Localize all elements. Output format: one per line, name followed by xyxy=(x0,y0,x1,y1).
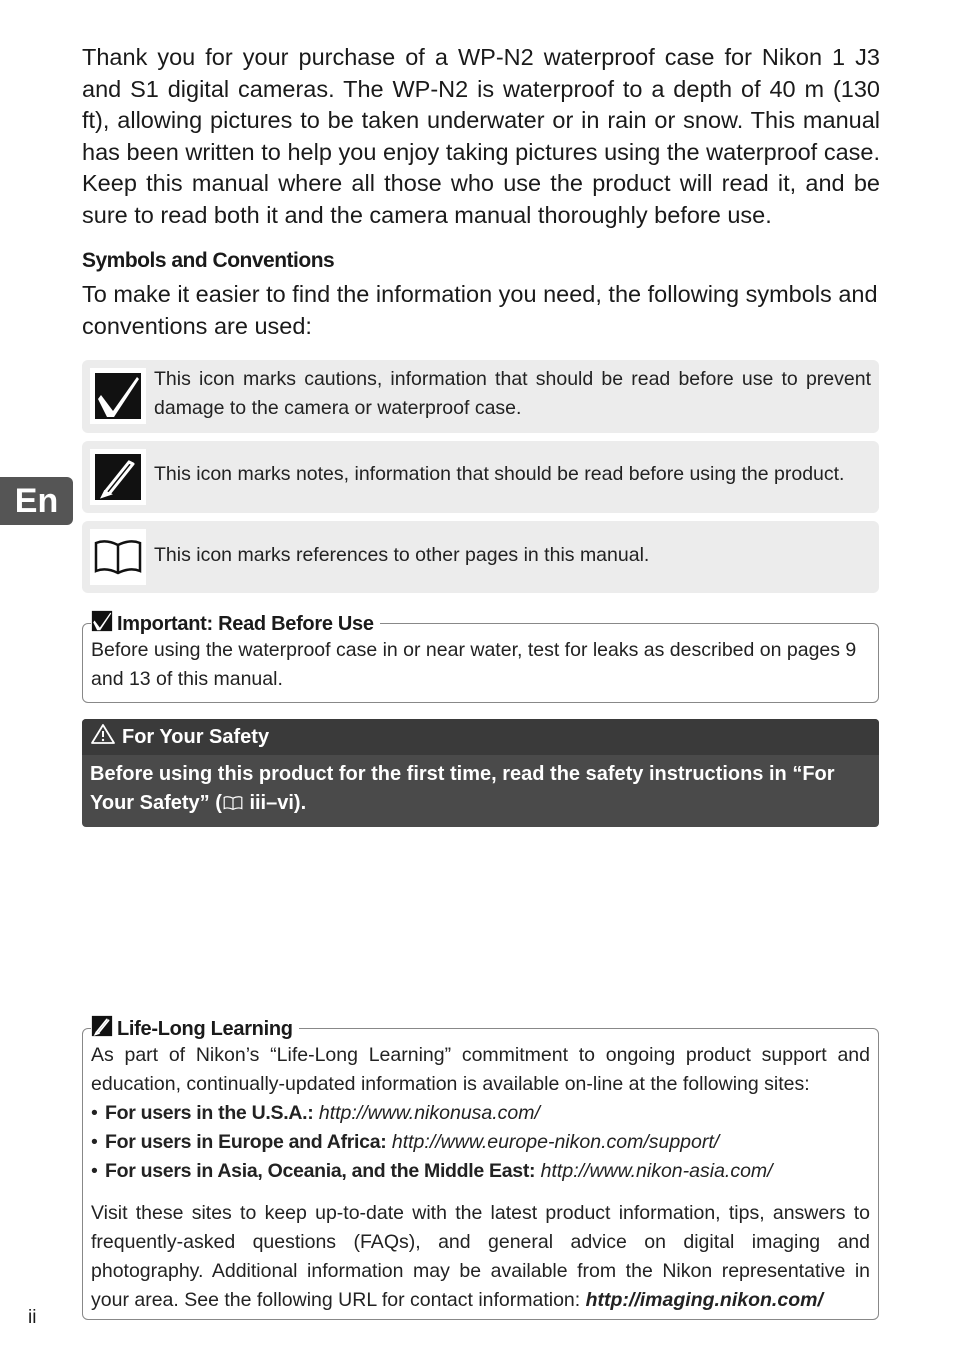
check-caution-icon xyxy=(90,368,146,424)
learning-title xyxy=(91,1015,299,1043)
pencil-note-icon xyxy=(91,1015,113,1043)
site-label: For users in the U.S.A.: xyxy=(105,1102,314,1124)
learning-body xyxy=(91,1041,870,1315)
learning-sites-list xyxy=(91,1099,870,1186)
intro-paragraph: Thank you for your purchase of a WP-N2 waterproof case for Nikon 1 J3 and S1 digital cameras. The WP-N2 is waterproof to a depth of 40 m (130 ft), allowing pictures to be taken underwater or in rain or snow. This manual has been written to help you enjoy taking pictures using the waterproof case. Keep this manual where all those who use the product will read it, and be sure to read both it and the camera manual thoroughly before use. xyxy=(82,44,880,228)
site-link[interactable]: http://www.europe-nikon.com/support/ xyxy=(391,1131,720,1153)
list-item xyxy=(91,1157,870,1186)
site-link[interactable]: http://www.nikon-asia.com/ xyxy=(540,1160,773,1182)
learning-outro-block xyxy=(91,1199,870,1315)
learning-outro: Visit these sites to keep up-to-date with the latest product information, tips, answers to frequently-asked questions (FAQs), and general advice on digital imaging and photography. Additional information may be available from the Nikon representative in your area. See the following URL for contact information: xyxy=(91,1202,870,1311)
page-number: ii xyxy=(28,1307,37,1328)
symbol-text-reference: This icon marks references to other pages in this manual. xyxy=(154,544,650,566)
contact-link[interactable]: http://imaging.nikon.com/ xyxy=(585,1289,823,1311)
symbol-text-note: This icon marks notes, information that should be read before using the product. xyxy=(154,463,845,485)
list-item xyxy=(91,1128,870,1157)
symbol-row-caution xyxy=(82,360,879,433)
site-link[interactable]: http://www.nikonusa.com/ xyxy=(318,1102,540,1124)
check-caution-icon xyxy=(91,610,113,638)
symbols-description: To make it easier to find the information you need, the following symbols and conventions are used: xyxy=(82,281,878,339)
safety-page-ref: iii–vi xyxy=(249,792,294,814)
safety-title: For Your Safety xyxy=(122,725,270,748)
language-tab: En xyxy=(0,477,73,525)
symbol-row-note xyxy=(82,441,879,513)
important-body: Before using the waterproof case in or near water, test for leaks as described on pages 9 and 13 of this manual. xyxy=(91,639,857,690)
safety-box xyxy=(82,719,879,827)
learning-box xyxy=(82,1017,879,1320)
site-label: For users in Asia, Oceania, and the Middle East: xyxy=(105,1160,536,1182)
safety-body-suffix: ). xyxy=(293,792,307,814)
warning-triangle-icon xyxy=(90,723,116,751)
list-item xyxy=(91,1099,870,1128)
symbol-text-caution: This icon marks cautions, information that should be read before use to prevent damage to the camera or waterproof case. xyxy=(154,368,871,419)
important-title xyxy=(91,610,380,638)
pencil-note-icon xyxy=(90,449,146,505)
safety-body xyxy=(90,760,871,818)
symbol-row-reference xyxy=(82,521,879,593)
symbols-heading: Symbols and Conventions xyxy=(82,249,335,272)
book-reference-icon xyxy=(90,529,146,585)
important-box xyxy=(82,612,879,703)
book-reference-icon xyxy=(222,792,244,814)
safety-header xyxy=(82,719,879,755)
learning-title-text: Life-Long Learning xyxy=(117,1017,293,1040)
important-title-text: Important: Read Before Use xyxy=(117,612,374,635)
learning-intro: As part of Nikon’s “Life-Long Learning” commitment to ongoing product support and education, continually-updated information is available on-line at the following sites: xyxy=(91,1044,870,1095)
site-label: For users in Europe and Africa: xyxy=(105,1131,387,1153)
safety-body-prefix: Before using this product for the first time, read the safety instructions in “For Your Safety” ( xyxy=(90,763,835,814)
